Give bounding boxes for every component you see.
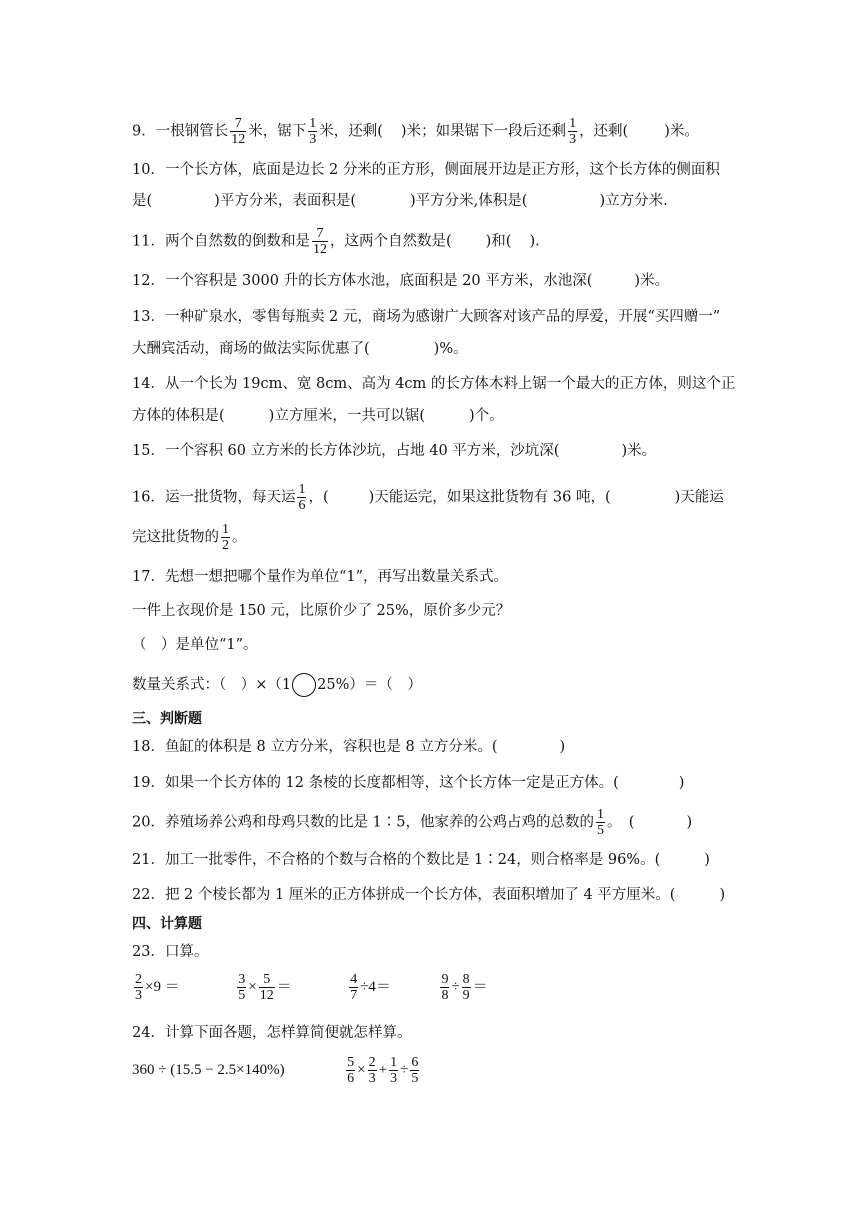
question-21: 21．加工一批零件，不合格的个数与合格的个数比是 1∶24，则合格率是 96%。( ) [132, 852, 710, 868]
question-15: 15．一个容积 60 立方米的长方体沙坑，占地 40 平方米，沙坑深( )米。 [132, 443, 657, 459]
question-17-line4: 数量关系式：（ ）×（1 25%）＝（ ） [132, 673, 422, 697]
question-17-line1: 17．先想一想把哪个量作为单位“1”，再写出数量关系式。 [132, 569, 508, 585]
oral-expr-2: $\frac{3}{5}$ × $\frac{5}{12}$ ＝ [238, 972, 292, 1003]
fraction: $\frac{1}{3}$ [569, 116, 577, 147]
fraction: $\frac{1}{2}$ [222, 522, 229, 553]
question-16-line2: 完这批货物的 $\frac{1}{2}$ 。 [132, 522, 247, 553]
question-16-line1: 16．运一批货物，每天运 $\frac{1}{6}$ ，( )天能运完，如果这批货物有 36 吨，( )天能运 [132, 482, 724, 513]
question-14-line2: 方体的体积是( )立方厘米，一共可以锯( )个。 [132, 408, 504, 424]
question-24-title: 24．计算下面各题，怎样算简便就怎样算。 [132, 1025, 412, 1041]
question-19: 19．如果一个长方体的 12 条棱的长度都相等，这个长方体一定是正方体。( ) [132, 775, 685, 791]
question-18: 18．鱼缸的体积是 8 立方分米，容积也是 8 立方分米。( ) [132, 739, 566, 755]
question-23-title: 23．口算。 [132, 944, 209, 960]
question-20: 20．养殖场养公鸡和母鸡只数的比是 1∶5，他家养的公鸡占鸡的总数的 $\frac{1}{5}$ 。 ( ) [132, 807, 693, 838]
question-13-line1: 13．一种矿泉水，零售每瓶卖 2 元，商场为感谢广大顾客对该产品的厚爱，开展“买四赠一” [132, 309, 721, 325]
calc-expr-2: $\frac{5}{6}$ × $\frac{2}{3}$ + $\frac{1}{3}$ ÷ $\frac{6}{5}$ [347, 1055, 419, 1086]
section-title-judgement: 三、判断题 [132, 711, 202, 727]
question-22: 22．把 2 个棱长都为 1 厘米的正方体拼成一个长方体，表面积增加了 4 平方厘米。( ) [132, 887, 726, 903]
calc-expr-1: 360 ÷ (15.5 − 2.5×140%) [132, 1061, 285, 1078]
question-10-line1: 10．一个长方体，底面是边长 2 分米的正方形，侧面展开边是正方形，这个长方体的侧面积 [132, 162, 720, 178]
question-10-line2: 是( )平方分米，表面积是( )平方分米,体积是( )立方分米. [132, 193, 668, 209]
oral-expr-1: $\frac{2}{3}$ ×9 ＝ [135, 972, 180, 1003]
question-23-expressions [132, 972, 488, 1003]
question-9: 9．一根钢管长 $\frac{7}{12}$ 米，锯下 $\frac{1}{3}$ 米，还剩( )米；如果锯下一段后还剩 $\frac{1}{3}$ ，还剩( )米。 [132, 116, 699, 147]
oral-expr-4: $\frac{9}{8}$ ÷ $\frac{8}{9}$ ＝ [441, 972, 488, 1003]
question-12: 12．一个容积是 3000 升的长方体水池，底面积是 20 平方米，水池深( )米。 [132, 273, 670, 289]
fraction: $\frac{7}{12}$ [231, 116, 246, 147]
question-11: 11．两个自然数的倒数和是 $\frac{7}{12}$ ，这两个自然数是( )和( ). [132, 226, 540, 257]
question-24-expressions [132, 1055, 421, 1086]
question-13-line2: 大酬宾活动，商场的做法实际优惠了( )%。 [132, 341, 468, 357]
oral-expr-3: $\frac{4}{7}$ ÷4＝ [350, 972, 391, 1003]
question-17-line3: （ ）是单位“1”。 [132, 637, 258, 653]
question-17-line2: 一件上衣现价是 150 元，比原价少了 25%，原价多少元？ [132, 603, 511, 619]
fraction: $\frac{1}{5}$ [597, 807, 605, 838]
fraction: $\frac{1}{3}$ [309, 116, 317, 147]
fraction: $\frac{7}{12}$ [312, 226, 327, 257]
operator-circle[interactable] [292, 673, 316, 697]
question-14-line1: 14．从一个长为 19cm、宽 8cm、高为 4cm 的长方体木料上锯一个最大的正方体，则这个正 [132, 376, 736, 392]
section-title-calculation: 四、计算题 [132, 916, 202, 932]
fraction: $\frac{1}{6}$ [298, 482, 306, 513]
